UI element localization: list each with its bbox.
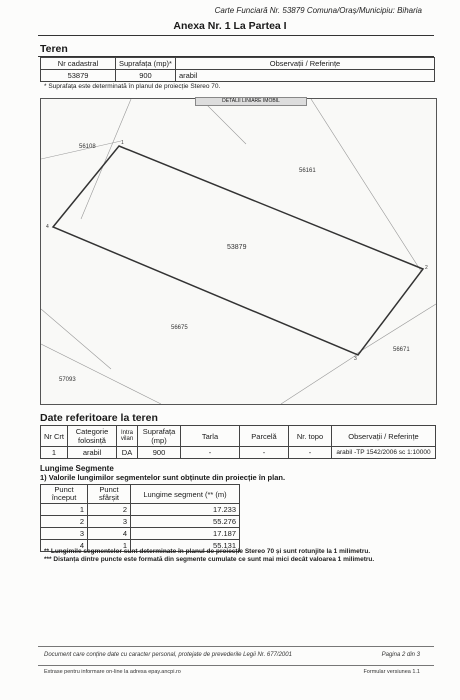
neighbor-label: 56161 <box>299 168 316 174</box>
table-row <box>41 447 436 459</box>
table-row <box>41 528 240 540</box>
table-cell: 3 <box>41 528 88 540</box>
parcel-map <box>40 98 437 405</box>
parcel-map-svg <box>41 99 436 404</box>
table-cell: - <box>240 447 289 459</box>
neighbor-label: 56671 <box>393 347 410 353</box>
document-header: Carte Funciară Nr. 53879 Comuna/Oraș/Municipiu: Biharia <box>214 6 422 15</box>
table-cell: 17.187 <box>131 528 240 540</box>
table-header: Intra vilan <box>117 426 138 447</box>
table-cell: 900 <box>116 70 176 82</box>
table-header: Nr. topo <box>289 426 332 447</box>
table-cell: 17.233 <box>131 504 240 516</box>
table-cell: DA <box>117 447 138 459</box>
table-header: Suprafața (mp)* <box>116 58 176 70</box>
table-header: Tarla <box>181 426 240 447</box>
table-header: Punct sfârșit <box>88 485 131 504</box>
segments-title: Lungime Segmente <box>40 464 114 473</box>
segments-table <box>40 484 240 552</box>
vertex-label: 2 <box>425 265 428 271</box>
table-cell: 55.276 <box>131 516 240 528</box>
table-cell: 53879 <box>41 70 116 82</box>
divider <box>38 35 434 36</box>
vertex-label: 3 <box>354 356 357 362</box>
table-cell: - <box>289 447 332 459</box>
map-title: DETALII LINIARE IMOBIL <box>195 97 307 106</box>
vertex-label: 4 <box>46 224 49 230</box>
teren-title: Teren <box>40 43 68 55</box>
table-cell: 900 <box>138 447 181 459</box>
table-header: Nr cadastral <box>41 58 116 70</box>
segments-subtitle: 1) Valorile lungimilor segmentelor sunt obținute din proiecție în plan. <box>40 473 286 482</box>
table-row <box>41 70 435 82</box>
table-cell: 2 <box>41 516 88 528</box>
divider <box>38 665 434 666</box>
table-header: Suprafața (mp) <box>138 426 181 447</box>
page-number: Pagina 2 din 3 <box>381 652 420 658</box>
teren-note: * Suprafața este determinată în planul de proiecție Stereo 70. <box>44 83 221 90</box>
table-cell: 4 <box>41 540 88 552</box>
table-cell: - <box>181 447 240 459</box>
online-note: Extrase pentru informare on-line la adresa epay.ancpi.ro <box>44 669 181 675</box>
table-header: Observații / Referințe <box>332 426 436 447</box>
ref-title: Date referitoare la teren <box>40 412 158 424</box>
table-cell: arabil -TP 1542/2006 sc 1:10000 <box>332 447 436 459</box>
segments-note: *** Distanța dintre puncte este formată din segmente cumulate ce sunt mai mici decât valoarea 1 milimetru. <box>44 556 375 563</box>
table-cell: 55.131 <box>131 540 240 552</box>
parcel-label: 53879 <box>227 244 247 251</box>
table-header: Observații / Referințe <box>175 58 434 70</box>
table-header: Parcelă <box>240 426 289 447</box>
table-cell: arabil <box>68 447 117 459</box>
table-header-row <box>41 485 240 504</box>
table-cell: 4 <box>88 528 131 540</box>
table-header: Nr Crt <box>41 426 68 447</box>
form-version: Formular versiunea 1.1 <box>363 669 420 675</box>
divider <box>38 646 434 647</box>
table-row <box>41 504 240 516</box>
segments-note: ** Lungimile segmentelor sunt determinate în planul de proiecție Stereo 70 și sunt rotunjite la 1 milimetru. <box>44 548 371 555</box>
privacy-note: Document care conține date cu caracter personal, protejate de prevederile Legii Nr. 677/2001 <box>44 652 292 658</box>
table-cell: 1 <box>88 540 131 552</box>
neighbor-label: 56108 <box>79 144 96 150</box>
table-cell: 3 <box>88 516 131 528</box>
ref-table <box>40 425 436 459</box>
table-cell: 1 <box>41 504 88 516</box>
neighbor-label: 57093 <box>59 377 76 383</box>
table-cell: arabil <box>175 70 434 82</box>
table-header-row <box>41 426 436 447</box>
table-cell: 1 <box>41 447 68 459</box>
table-header-row <box>41 58 435 70</box>
teren-table <box>40 57 435 82</box>
table-header: Lungime segment (** (m) <box>131 485 240 504</box>
table-cell: 2 <box>88 504 131 516</box>
table-row <box>41 516 240 528</box>
neighbor-label: 56675 <box>171 325 188 331</box>
vertex-label: 1 <box>121 140 124 146</box>
table-header: Punct început <box>41 485 88 504</box>
table-header: Categorie folosință <box>68 426 117 447</box>
document-title: Anexa Nr. 1 La Partea I <box>173 20 287 32</box>
